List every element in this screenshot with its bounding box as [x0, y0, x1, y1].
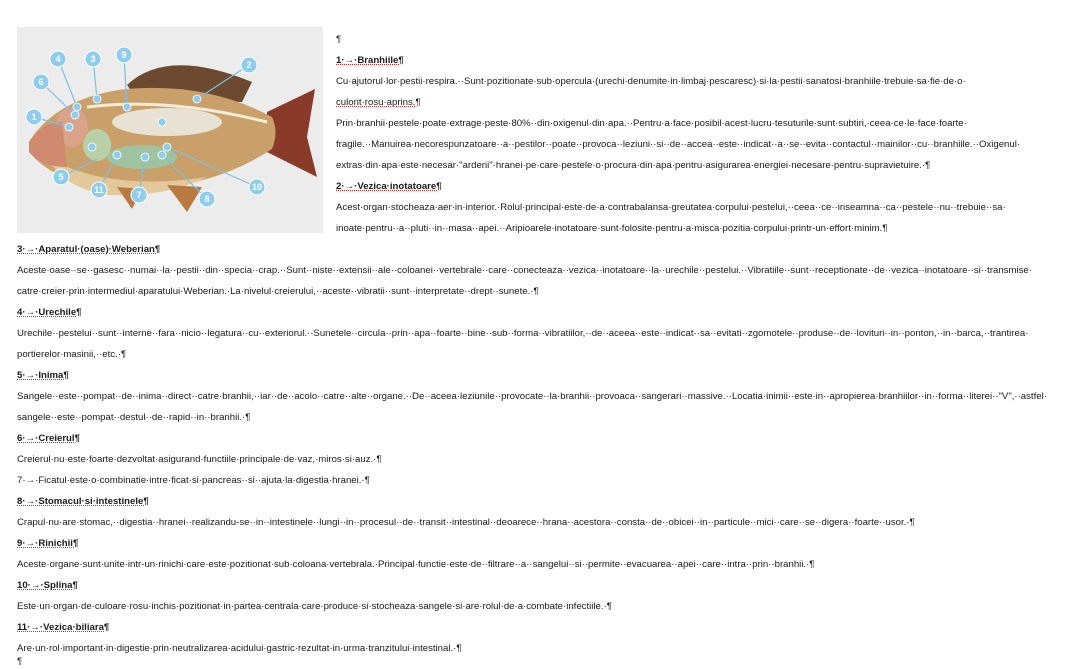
text-line-ficatul[interactable]: 7·→·Ficatul·este·o·combinatie·intre·ficat·si·pancreas··si··ajuta·la·digestia·hranei.·¶	[17, 475, 370, 486]
text-line[interactable]: extras·din·apa·este·necesar·"arderii"·hranei·pe·care·pestele·o·procura·din·apa·pentru·asigurarea·energiei·necesare·pentru·supravietuire.·¶	[336, 160, 931, 171]
callout-label-4: 4	[55, 54, 61, 64]
text-line[interactable]: Aceste·organe·sunt·unite·intr-un·rinichi·care·este·pozitionat·sub·coloana·vertebrala.·Principal·functie·este·de··filtrare··a··sangelui··si··permite··evacuarea··apei··care··intra··prin··branhii.·¶	[17, 559, 815, 570]
heading-urechile[interactable]: 4·→·Urechile¶	[17, 307, 82, 318]
liver	[83, 129, 111, 161]
callout-label-8: 8	[204, 194, 210, 204]
text-line[interactable]: Aceste·oase··se··gasesc··numai··la··pestii··din··specia··crap.··Sunt··niste··extensii··ale··coloanei··vertebrale··care··conecteaza··vezica··inotatoare··la··urechile··pestelui.··Vibratiile··sunt··receptionate··de··vezica··inotatoare··si··transmise·	[17, 265, 1032, 276]
callout-label-1: 1	[31, 112, 37, 122]
callout-label-10: 10	[251, 182, 263, 192]
text-line[interactable]: inoate·pentru··a··pluti··in··masa··apei.··Aripioarele·inotatoare·sunt·folosite·pentru·a·misca·pozitia·corpului·printr-un·effort·minim.¶	[336, 223, 888, 234]
callout-label-2: 2	[246, 60, 252, 70]
text-line[interactable]: catre·creier·prin·intermediul·aparatului·Weberian.·La·nivelul·creierului,··aceste··vibratii··sunt··interpretate··drept··sunete.·¶	[17, 286, 539, 297]
callout-label-6: 6	[38, 77, 44, 87]
paragraph-mark-end[interactable]: ¶	[17, 656, 23, 667]
callout-label-11: 11	[94, 185, 104, 195]
heading-vezica-biliara[interactable]: 11·→·Vezica·biliara¶	[17, 622, 110, 633]
text-line[interactable]: Acest·organ·stocheaza·aer·in·interior.·Rolul·principal·este·de·a·contrabalansa·greutatea·corpului·pestelui,··ceea··ce··inseamna··ca··pestele··nu··trebuie··sa·	[336, 202, 1006, 213]
callout-label-7: 7	[136, 190, 142, 200]
text-line[interactable]: Creierul·nu·este·foarte·dezvoltat·asigurand·functiile·principale·de·vaz,·miros·si·auz.·¶	[17, 454, 382, 465]
text-line[interactable]: sangele··este··pompat··destul··de··rapid··in··branhii.·¶	[17, 412, 251, 423]
text-line[interactable]: Sangele··este··pompat··de··inima··direct··catre·branhii,··iar··de··acolo··catre··alte··organe.··De··aceea·leziunile··provocate··la·branhii··provoaca··sangerari··massive.··Locatia·inimii··este·in··apropierea·branhiilor··in··forma··literei··"V",··astfel·	[17, 391, 1047, 402]
text-line[interactable]: culorit·rosu·aprins.¶	[336, 97, 421, 108]
carp-illustration	[17, 27, 323, 233]
text-line[interactable]: Crapul·nu·are·stomac,··digestia··hranei··realizandu-se··in··intestinele··lungi··in··procesul··de··transit··intestinal··deoarece··hrana··acestora··consta··de··obicei··in··particule··mici··care··se··digera··foarte··usor.·¶	[17, 517, 915, 528]
heading-branhiile[interactable]: 1·→·Branhiile¶	[336, 55, 404, 66]
text-line[interactable]: Urechile··pestelui··sunt··interne··fara··nicio··legatura··cu··exteriorul.··Sunetele··circula··prin··apa··foarte··bine··sub··forma··vibratiilor,··de··aceea··este··indicat··sa··evitati··zgomotele··produse··de··lovituri··in··ponton,··in··barca,··trantirea·	[17, 328, 1029, 339]
heading-rinichii[interactable]: 9·→·Rinichii¶	[17, 538, 79, 549]
fish-head	[29, 122, 67, 167]
text-line[interactable]: Cu·ajutorul·lor·pestii·respira.··Sunt·pozitionate·sub·opercula·(urechi·denumite·in·limbaj·pescaresc)·si·la·pestii·sanatosi·branhiile·trebuie·sa·fie·de·o·	[336, 76, 966, 87]
text-line[interactable]: fragile.··Manuirea·necorespunzatoare··a··pestilor··poate··provoca··leziuni··si··de··accea··este··indicat··a··se··evita··contactul··mainilor··cu··branhiile.··Oxigenul·	[336, 139, 1021, 150]
callout-label-5: 5	[58, 172, 64, 182]
callout-label-9: 9	[121, 50, 127, 60]
carp-anatomy-figure	[17, 27, 323, 233]
heading-inima[interactable]: 5·→·Inima¶	[17, 370, 69, 381]
text-line[interactable]: Are·un·rol·important·in·digestie·prin·neutralizarea·acidului·gastric·rezultat·in·urma·tranzitului·intestinal.·¶	[17, 643, 462, 654]
heading-creierul[interactable]: 6·→·Creierul¶	[17, 433, 80, 444]
swim-bladder	[112, 108, 222, 136]
paragraph-mark: ¶	[336, 34, 342, 45]
text-line[interactable]: portierelor·masinii,··etc.·¶	[17, 349, 127, 360]
text-line[interactable]: Este·un·organ·de·culoare·rosu·inchis·pozitionat·in·partea·centrala·care·produce·si·stocheaza·sangele·si·are·rolul·de·a·combate·infectiile.·¶	[17, 601, 612, 612]
heading-stomacul[interactable]: 8·→·Stomacul·si·intestinele¶	[17, 496, 149, 507]
heading-vezica-inotatoare[interactable]: 2·→·Vezica·inotatoare¶	[336, 181, 442, 192]
heading-splina[interactable]: 10·→·Splina¶	[17, 580, 78, 591]
callout-label-3: 3	[90, 54, 96, 64]
text-line[interactable]: Prin·branhii·pestele·poate·extrage·peste·80%··din·oxigenul·din·apa.··Pentru·a·face·posibil·acest·lucru·tesuturile·sunt·subtiri,·ceea·ce·le·face·foarte·	[336, 118, 967, 129]
heading-aparatul-weberian[interactable]: 3·→·Aparatul·(oase)·Weberian¶	[17, 244, 161, 255]
